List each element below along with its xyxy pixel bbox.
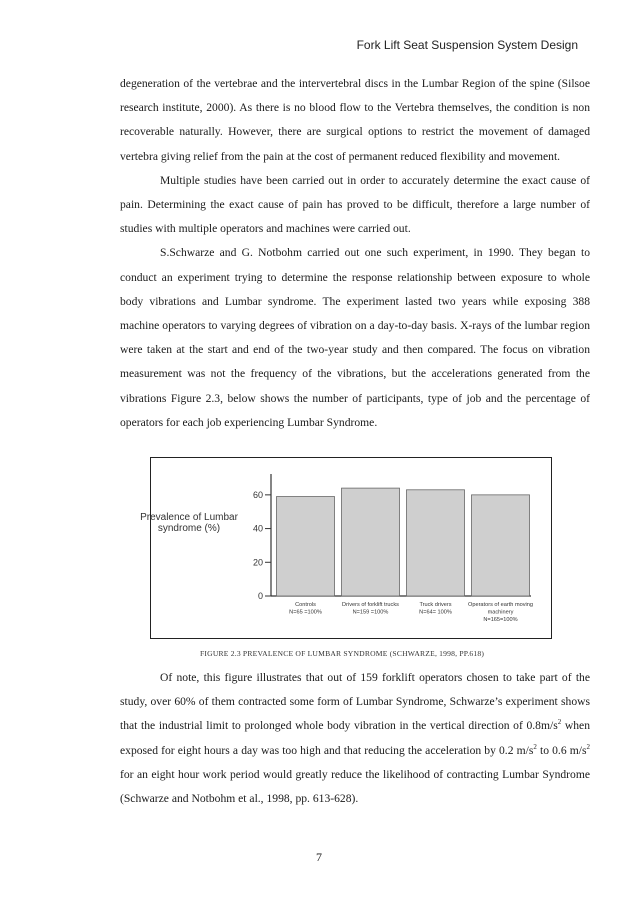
x-tick-label: Drivers of forklift trucks — [342, 602, 399, 608]
paragraph: degeneration of the vertebrae and the intervertebral discs in the Lumbar Region of the spine (Silsoe research institute, 2000). As there is no blood flow to the Vertebra themselves, the condition is non recoverable naturally. However, there are surgical options to restrict the movement of damaged vertebra giving relief from the pain at the cost of permanent reduced flexibility and movement. — [120, 77, 590, 163]
running-header: Fork Lift Seat Suspension System Design — [356, 38, 578, 52]
chart-svg — [140, 458, 553, 640]
bar — [472, 495, 530, 596]
x-tick-label: N=64= 100% — [419, 609, 452, 616]
y-tick-label: 40 — [252, 523, 263, 534]
y-tick-label: 60 — [252, 489, 263, 500]
paragraph: Of note, this figure illustrates that out of 159 forklift operators chosen to take part of the study, over 60% of them contracted some form of Lumbar Syndrome, Schwarze’s experiment shows that the industrial limit to prolonged whole body vibration in the vertical direction of $0.8m/s^2$ when exposed for eight hours a day was too high and that reducing the acceleration by 0.2 $m/s^2$ to 0.6 $m/s^2$ for an eight hour work period would greatly reduce the likelihood of contracting Lumbar Syndrome (Schwarze and Notbohm et al., 1998, pp. 613-628). — [120, 671, 590, 806]
page-number: 7 — [316, 850, 322, 864]
y-tick-label: 0 — [257, 591, 263, 601]
y-axis-label: syndrome (%) — [157, 523, 221, 534]
y-axis-label: Prevalence of Lumbar — [140, 512, 238, 523]
bar — [277, 497, 335, 596]
x-tick-label: Controls — [295, 602, 316, 608]
x-tick-label: N=65 =100% — [289, 609, 322, 616]
bar — [407, 490, 465, 596]
body-text-top — [120, 72, 590, 435]
x-tick-label: Operators of earth moving — [468, 602, 533, 608]
body-text-bottom — [120, 666, 590, 811]
paragraph: S.Schwarze and G. Notbohm carried out one such experiment, in 1990. They began to conduct an experiment trying to determine the response relationship between exposure to whole body vibrations and Lumbar syndrome. The experiment lasted two years while exposing 388 machine operators to varying degrees of vibration on a day-to-day basis. X-rays of the lumbar region were taken at the start and end of the two-year study and then compared. The focus on vibration measurement was not the frequency of the vibrations, but the accelerations generated from the vibrations Figure 2.3, below shows the number of participants, type of job and the percentage of operators for each job experiencing Lumbar Syndrome. — [120, 246, 590, 429]
x-tick-label: N=165=100% — [483, 617, 518, 623]
x-tick-label: machinery — [487, 609, 514, 616]
figure-bar-chart — [140, 457, 552, 639]
y-tick-label: 20 — [252, 557, 263, 568]
x-tick-label: Truck drivers — [419, 602, 452, 608]
x-tick-label: N=159 =100% — [352, 609, 389, 616]
bar — [342, 488, 400, 596]
figure-caption: FIGURE 2.3 PREVALENCE OF LUMBAR SYNDROME (SCHWARZE, 1998, PP.618) — [200, 649, 485, 658]
paragraph: Multiple studies have been carried out in order to accurately determine the exact cause of pain. Determining the exact cause of pain has proved to be difficult, therefore a large number of studies with multiple operators and machines were carried out. — [120, 173, 590, 236]
